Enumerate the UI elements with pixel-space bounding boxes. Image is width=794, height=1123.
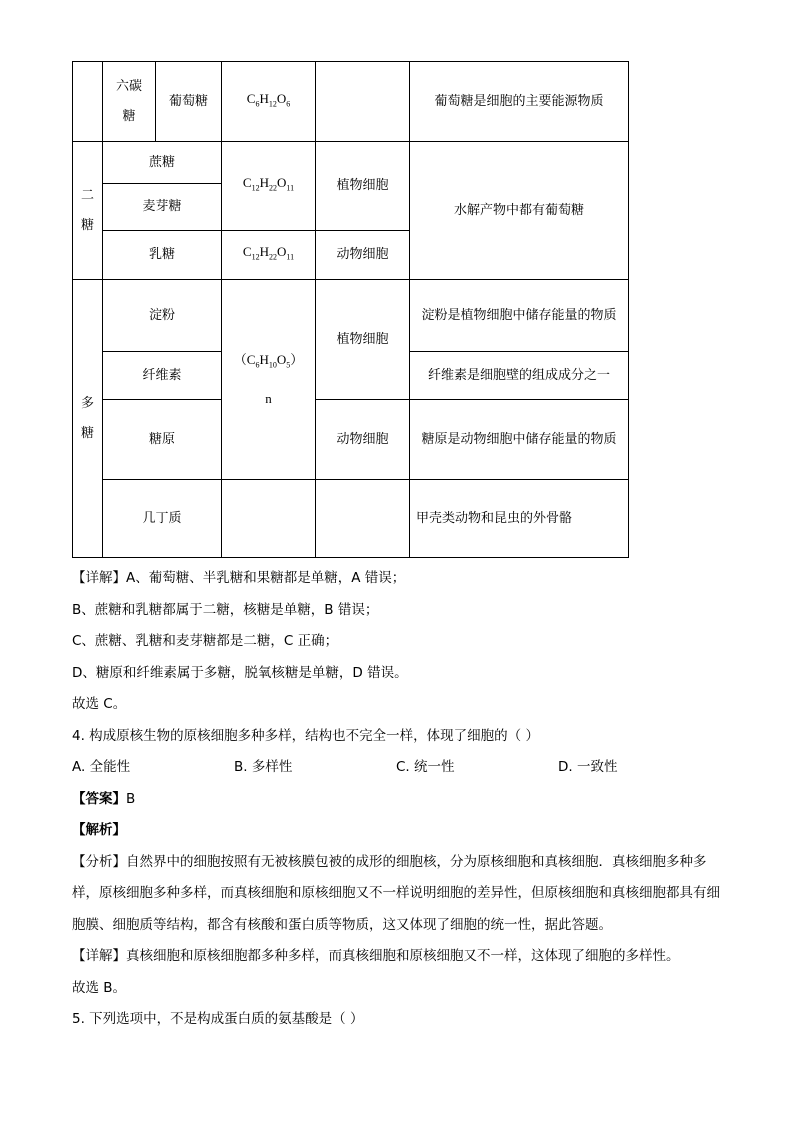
polysaccharide-group <box>73 280 103 558</box>
option-c: C. 统一性 <box>396 759 455 775</box>
disaccharide-note: 水解产物中都有葡萄糖 <box>410 142 629 280</box>
detail-c: C、蔗糖、乳糖和麦芽糖都是二糖，C 正确； <box>72 633 339 649</box>
sucrose-label: 蔗糖 <box>103 142 222 184</box>
hexose-group-cell <box>103 62 222 142</box>
hexose-label: 六碳糖 <box>115 78 142 124</box>
analysis-heading: 【解析】 <box>72 822 126 838</box>
glucose-label: 葡萄糖 <box>168 93 208 109</box>
explanation-text <box>72 563 732 1036</box>
starch-note: 淀粉是植物细胞中储存能量的物质 <box>410 280 629 352</box>
glycogen-label: 糖原 <box>103 400 222 480</box>
glycogen-note: 糖原是动物细胞中储存能量的物质 <box>410 400 629 480</box>
detail-d: D、糖原和纤维素属于多糖，脱氧核糖是单糖，D 错误。 <box>72 664 408 681</box>
glucose-formula: $C_6H_{12}O_6$ <box>222 62 316 142</box>
analysis-label <box>72 815 732 847</box>
detail-a: 【详解】A、葡萄糖、半乳糖和果糖都是单糖，A 错误； <box>72 570 406 586</box>
choose-c: 故选 C。 <box>72 696 127 712</box>
answer-value: B <box>126 790 136 807</box>
polysaccharide-label: 多糖 <box>80 395 94 441</box>
analysis-text: 【分析】自然界中的细胞按照有无被核膜包被的成形的细胞核，分为原核细胞和真核细胞．真核细胞多种多样，原核细胞多种多样，而真核细胞和原核细胞又不一样说明细胞的差异性，但原核细胞和真核细胞都具有细胞膜、细胞质等结构，都含有核酸和蛋白质等物质，这又体现了细胞的统一性，据此答题。 <box>72 853 720 933</box>
sucrose-maltose-source: 植物细胞 <box>316 142 410 231</box>
option-b: B. 多样性 <box>234 759 293 775</box>
chitin-note: 甲壳类动物和昆虫的外骨骼 <box>410 480 629 558</box>
lactose-label: 乳糖 <box>103 231 222 280</box>
question-4: 4. 构成原核生物的原核细胞多种多样，结构也不完全一样，体现了细胞的（ ） <box>72 727 539 744</box>
option-d: D. 一致性 <box>558 759 618 775</box>
disaccharide-label: 二糖 <box>80 187 94 233</box>
option-a: A. 全能性 <box>72 759 131 775</box>
maltose-label: 麦芽糖 <box>103 184 222 231</box>
lactose-source: 动物细胞 <box>316 231 410 280</box>
detail-b: B、蔗糖和乳糖都属于二糖，核糖是单糖，B 错误； <box>72 601 379 618</box>
disaccharide-group <box>73 142 103 280</box>
question-5: 5. 下列选项中，不是构成蛋白质的氨基酸是（ ） <box>72 1011 364 1027</box>
starch-cellulose-source: 植物细胞 <box>316 280 410 400</box>
sugar-classification-table <box>72 61 629 558</box>
answer-label: 【答案】 <box>72 790 126 807</box>
glycogen-source: 动物细胞 <box>316 400 410 480</box>
lactose-formula: $C_{12}H_{22}O_{11}$ <box>222 231 316 280</box>
choose-b: 故选 B。 <box>72 979 127 996</box>
chitin-formula-empty <box>222 480 316 558</box>
chitin-label: 几丁质 <box>103 480 222 558</box>
chitin-source-empty <box>316 480 410 558</box>
cellulose-label: 纤维素 <box>103 352 222 400</box>
cellulose-note: 纤维素是细胞壁的组成成分之一 <box>410 352 629 400</box>
sucrose-maltose-formula: $C_{12}H_{22}O_{11}$ <box>222 142 316 231</box>
polysaccharide-formula: $(C_6H_{10}O_5)$ n <box>222 280 316 480</box>
answer-line <box>72 784 732 816</box>
cell-empty <box>73 62 103 142</box>
detail-q4: 【详解】真核细胞和原核细胞都多种多样，而真核细胞和原核细胞又不一样，这体现了细胞的多样性。 <box>72 948 680 964</box>
glucose-source <box>316 62 410 142</box>
starch-label: 淀粉 <box>103 280 222 352</box>
glucose-note: 葡萄糖是细胞的主要能源物质 <box>410 62 629 142</box>
question-4-options <box>72 752 732 784</box>
